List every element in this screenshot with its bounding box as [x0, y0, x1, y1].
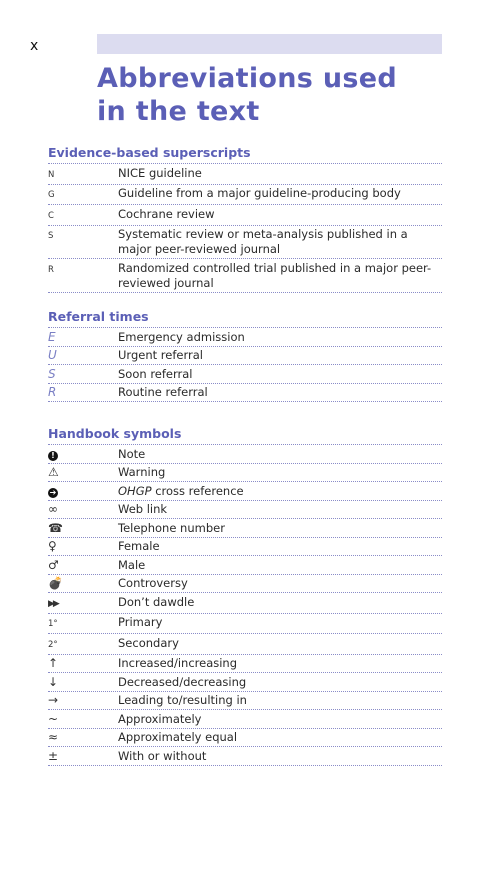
- approximately-symbol: ~: [48, 711, 59, 726]
- list-item: [48, 538, 442, 557]
- list-item: [48, 692, 442, 711]
- plus-minus-symbol: ±: [48, 748, 59, 763]
- symbol-meaning: Telephone number: [118, 520, 225, 535]
- list-item: [48, 464, 442, 483]
- header-bar: [97, 34, 442, 54]
- symbol-meaning: Approximately equal: [118, 730, 238, 744]
- section-referral-times: [48, 309, 442, 402]
- book-abbreviation: OHGP: [118, 483, 152, 498]
- symbol-meaning: Don’t dawdle: [118, 594, 195, 609]
- list-item: [48, 328, 442, 347]
- section-title: Handbook symbols: [48, 426, 442, 445]
- section-title: Evidence-based superscripts: [48, 145, 442, 164]
- list-item: [48, 556, 442, 575]
- title-line-2: in the text: [97, 96, 260, 127]
- page-title: [97, 62, 397, 128]
- list-item: [48, 634, 442, 655]
- symbol-meaning: Male: [118, 557, 146, 572]
- list-item: [48, 655, 442, 674]
- referral-key: S: [48, 366, 56, 381]
- list-item: [48, 205, 442, 226]
- telephone-icon: ☎: [48, 520, 63, 535]
- symbol-meaning: Web link: [118, 502, 168, 516]
- title-line-1: Abbreviations used: [97, 63, 397, 94]
- list-item: [48, 226, 442, 260]
- referral-meaning: Soon referral: [118, 366, 193, 381]
- superscript-meaning: Systematic review or meta-analysis published in a major peer-reviewed journal: [118, 227, 408, 256]
- section-handbook-symbols: [48, 426, 442, 766]
- list-item: [48, 519, 442, 538]
- symbol-meaning: Note: [118, 446, 146, 461]
- symbol-meaning: Decreased/decreasing: [118, 674, 247, 689]
- referral-key: E: [48, 329, 56, 344]
- section-evidence-superscripts: [48, 145, 442, 293]
- symbol-meaning: With or without: [118, 748, 207, 763]
- web-link-icon: ∞: [48, 502, 58, 516]
- list-item: [48, 482, 442, 501]
- page-number: x: [30, 38, 39, 54]
- symbol-meaning: Approximately: [118, 711, 202, 726]
- controversy-icon: 💣: [48, 576, 63, 590]
- superscript-meaning: NICE guideline: [118, 165, 202, 180]
- female-icon: ♀: [48, 539, 57, 553]
- dont-dawdle-icon: ▶▶: [48, 598, 58, 609]
- referral-meaning: Urgent referral: [118, 348, 203, 362]
- primary-symbol: 1°: [48, 619, 58, 629]
- superscript-key: N: [48, 169, 55, 180]
- symbol-meaning: Controversy: [118, 576, 188, 590]
- superscript-key: S: [48, 231, 54, 241]
- referral-key: R: [48, 385, 57, 399]
- superscript-meaning: Guideline from a major guideline-producing body: [118, 186, 401, 200]
- list-item: [48, 185, 442, 206]
- list-item: [48, 501, 442, 520]
- list-item: [48, 347, 442, 366]
- superscript-key: G: [48, 190, 55, 200]
- list-item: [48, 445, 442, 464]
- section-title: Referral times: [48, 309, 442, 328]
- cross-reference-icon: ➔: [49, 487, 57, 497]
- list-item: [48, 384, 442, 403]
- male-icon: ♂: [48, 557, 59, 572]
- right-arrow-icon: →: [48, 693, 59, 707]
- symbol-meaning: Primary: [118, 615, 163, 629]
- symbol-meaning: Female: [118, 539, 160, 553]
- list-item: [48, 673, 442, 692]
- referral-meaning: Emergency admission: [118, 329, 245, 344]
- superscript-meaning: Randomized controlled trial published in a major peer-reviewed journal: [118, 260, 432, 290]
- list-item: [48, 593, 442, 614]
- list-item: [48, 365, 442, 384]
- referral-key: U: [48, 348, 57, 362]
- list-item: [48, 747, 442, 766]
- superscript-key: C: [48, 210, 54, 221]
- symbol-meaning: Increased/increasing: [118, 656, 238, 670]
- list-item: [48, 164, 442, 185]
- symbol-meaning: Leading to/resulting in: [118, 693, 247, 707]
- symbol-meaning: [118, 484, 442, 499]
- warning-icon: ⚠: [48, 465, 59, 479]
- list-item: [48, 710, 442, 729]
- up-arrow-icon: ↑: [48, 656, 59, 670]
- note-icon: !: [48, 451, 58, 461]
- superscript-key: R: [48, 264, 54, 275]
- approximately-equal-symbol: ≈: [48, 730, 59, 744]
- list-item: [48, 614, 442, 635]
- superscript-meaning: Cochrane review: [118, 206, 215, 221]
- symbol-meaning: Secondary: [118, 635, 179, 650]
- down-arrow-icon: ↓: [48, 674, 59, 689]
- list-item: [48, 729, 442, 748]
- symbol-meaning: Warning: [118, 465, 166, 479]
- list-item: [48, 259, 442, 293]
- symbol-meaning-rest: cross reference: [151, 483, 244, 498]
- secondary-symbol: 2°: [48, 639, 58, 650]
- referral-meaning: Routine referral: [118, 385, 208, 399]
- list-item: [48, 575, 442, 594]
